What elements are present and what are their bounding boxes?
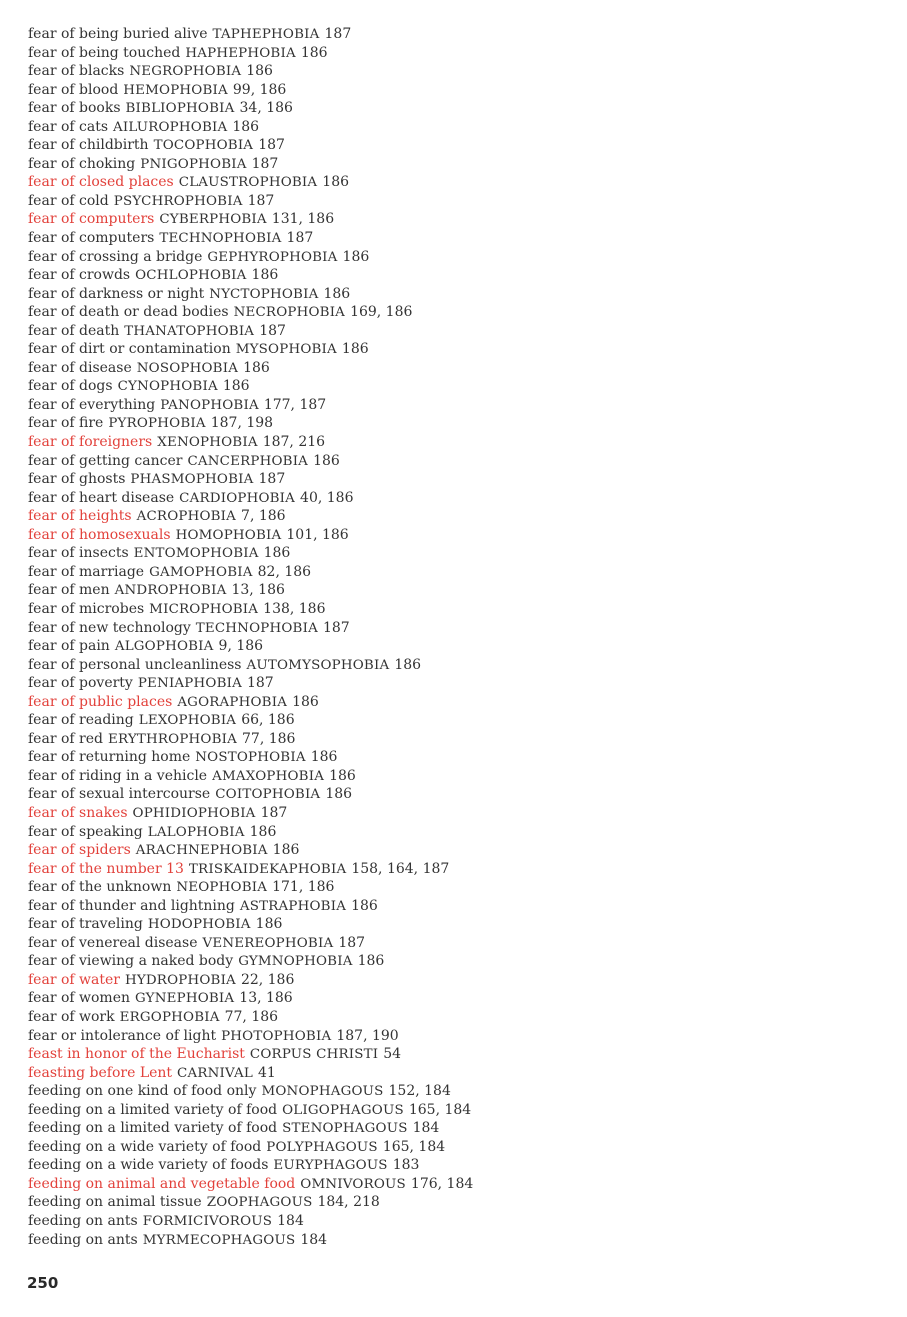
entry-word: ANDROPHOBIA <box>114 583 227 599</box>
entry-word: NEOPHOBIA <box>176 880 268 896</box>
entry-pages: 186 <box>394 656 422 673</box>
entry-pages: 187, 216 <box>262 434 326 451</box>
entry-word: LEXOPHOBIA <box>138 713 237 729</box>
entry-word: PHASMOPHOBIA <box>130 472 254 488</box>
index-entry <box>28 971 473 990</box>
entry-word: MICROPHOBIA <box>149 601 259 617</box>
entry-word: HAPHEPHOBIA <box>185 45 296 61</box>
entry-phrase: fear or intolerance of light <box>28 1027 217 1044</box>
index-entry <box>28 860 473 879</box>
entry-phrase: fear of poverty <box>28 675 133 692</box>
entry-word: CYBERPHOBIA <box>159 212 267 228</box>
entry-pages: 169, 186 <box>350 304 413 321</box>
entry-phrase: fear of reading <box>28 712 134 729</box>
entry-word: PSYCHROPHOBIA <box>113 193 243 209</box>
entry-pages: 187 <box>260 804 288 821</box>
index-entry <box>28 1027 473 1046</box>
entry-phrase: fear of cold <box>28 192 109 209</box>
index-entry <box>28 989 473 1008</box>
entry-phrase: fear of the number 13 <box>28 860 184 877</box>
index-entry <box>28 1175 473 1194</box>
entry-phrase: feeding on animal and vegetable food <box>28 1175 296 1192</box>
index-entry <box>28 934 473 953</box>
entry-phrase: fear of dogs <box>28 378 113 395</box>
index-entry <box>28 1101 473 1120</box>
index-entry <box>28 173 473 192</box>
entry-phrase: fear of computers <box>28 230 155 247</box>
index-entry <box>28 1008 473 1027</box>
index-entry <box>28 266 473 285</box>
entry-pages: 186 <box>329 767 356 784</box>
index-entry <box>28 1064 473 1083</box>
entry-word: NOSOPHOBIA <box>136 360 239 376</box>
entry-word: XENOPHOBIA <box>157 435 258 451</box>
entry-pages: 186 <box>341 341 369 358</box>
entry-word: AMAXOPHOBIA <box>212 768 325 784</box>
entry-phrase: fear of microbes <box>28 600 145 617</box>
index-entry <box>28 581 473 600</box>
entry-pages: 176, 184 <box>410 1175 474 1192</box>
entry-pages: 186 <box>310 749 338 766</box>
entry-word: GEPHYROPHOBIA <box>207 249 338 265</box>
entry-word: AILUROPHOBIA <box>113 119 228 135</box>
index-entry <box>28 359 473 378</box>
index-entry <box>28 656 473 675</box>
entry-phrase: fear of riding in a vehicle <box>28 767 208 784</box>
index-entry <box>28 1193 473 1212</box>
entry-phrase: fear of work <box>28 1008 115 1025</box>
entry-phrase: fear of death <box>28 322 120 339</box>
entry-phrase: fear of ghosts <box>28 471 126 488</box>
entry-pages: 186 <box>249 823 277 840</box>
entry-phrase: feeding on a wide variety of foods <box>28 1157 269 1174</box>
entry-word: TECHNOPHOBIA <box>159 231 282 247</box>
entry-phrase: fear of thunder and lightning <box>28 897 235 914</box>
entry-word: EURYPHAGOUS <box>273 1158 388 1174</box>
entry-word: HYDROPHOBIA <box>124 972 236 988</box>
entry-phrase: fear of blood <box>28 81 119 98</box>
entry-phrase: feast in honor of the Eucharist <box>28 1046 245 1063</box>
index-entry <box>28 396 473 415</box>
entry-pages: 186 <box>251 267 279 284</box>
entry-phrase: fear of traveling <box>28 916 143 933</box>
entry-word: NEGROPHOBIA <box>129 64 242 80</box>
entry-word: CARNIVAL <box>177 1065 253 1081</box>
index-entry <box>28 878 473 897</box>
entry-pages: 13, 186 <box>231 582 285 599</box>
index-entry <box>28 693 473 712</box>
entry-phrase: feeding on animal tissue <box>28 1194 202 1211</box>
entry-word: CORPUS CHRISTI <box>249 1047 379 1063</box>
entry-word: ALGOPHOBIA <box>114 639 214 655</box>
entry-pages: 158, 164, 187 <box>351 860 450 877</box>
entry-phrase: feasting before Lent <box>28 1064 173 1081</box>
entry-word: OCHLOPHOBIA <box>135 268 247 284</box>
entry-word: CARDIOPHOBIA <box>179 490 296 506</box>
index-entry <box>28 377 473 396</box>
index-entry <box>28 322 473 341</box>
entry-phrase: fear of getting cancer <box>28 452 183 469</box>
index-entry <box>28 192 473 211</box>
index-entry <box>28 730 473 749</box>
index-entry <box>28 637 473 656</box>
entry-word: GYMNOPHOBIA <box>238 954 353 970</box>
entry-word: LALOPHOBIA <box>147 824 245 840</box>
entry-phrase: fear of cats <box>28 118 109 135</box>
entry-phrase: fear of women <box>28 990 131 1007</box>
entry-phrase: fear of new technology <box>28 619 191 636</box>
entry-phrase: fear of darkness or night <box>28 285 205 302</box>
entry-pages: 187 <box>286 230 314 247</box>
entry-word: GAMOPHOBIA <box>149 564 253 580</box>
entry-pages: 186 <box>342 248 370 265</box>
index-entry <box>28 674 473 693</box>
entry-phrase: fear of heart disease <box>28 489 175 506</box>
entry-phrase: fear of being buried alive <box>28 26 208 42</box>
index-entry <box>28 248 473 267</box>
index-entry <box>28 1045 473 1064</box>
entry-pages: 13, 186 <box>239 990 293 1007</box>
entry-phrase: fear of pain <box>28 638 110 655</box>
entry-word: PNIGOPHOBIA <box>140 156 247 172</box>
entry-phrase: fear of the unknown <box>28 879 172 896</box>
entry-phrase: fear of choking <box>28 155 136 172</box>
entry-phrase: fear of foreigners <box>28 434 153 451</box>
entry-pages: 9, 186 <box>218 638 264 655</box>
entry-pages: 177, 187 <box>263 396 327 413</box>
entry-phrase: fear of sexual intercourse <box>28 786 211 803</box>
entry-pages: 187 <box>247 192 275 209</box>
index-entry <box>28 303 473 322</box>
index-entry <box>28 210 473 229</box>
entry-pages: 184, 218 <box>317 1194 380 1211</box>
index-entry <box>28 544 473 563</box>
index-entry <box>28 1138 473 1157</box>
index-entry <box>28 452 473 471</box>
entry-phrase: fear of men <box>28 582 110 599</box>
index-entry <box>28 767 473 786</box>
entry-pages: 138, 186 <box>263 600 326 617</box>
index-entry <box>28 841 473 860</box>
entry-word: PENIAPHOBIA <box>137 676 242 692</box>
entry-phrase: fear of speaking <box>28 823 143 840</box>
entry-phrase: fear of disease <box>28 359 132 376</box>
entry-pages: 187 <box>324 26 352 42</box>
index-entry <box>28 81 473 100</box>
entry-phrase: fear of childbirth <box>28 137 149 154</box>
entry-word: ASTRAPHOBIA <box>239 898 347 914</box>
entry-word: ENTOMOPHOBIA <box>133 546 259 562</box>
index-entry <box>28 600 473 619</box>
entry-phrase: fear of death or dead bodies <box>28 304 229 321</box>
index-entry <box>28 804 473 823</box>
entry-pages: 186 <box>263 545 291 562</box>
index-entry <box>28 1156 473 1175</box>
entry-pages: 186 <box>246 63 273 80</box>
entry-word: THANATOPHOBIA <box>124 323 255 339</box>
entry-word: CYNOPHOBIA <box>117 379 218 395</box>
entry-pages: 41 <box>257 1064 276 1081</box>
index-entry <box>28 897 473 916</box>
entry-phrase: fear of blacks <box>28 63 125 80</box>
entry-pages: 101, 186 <box>286 526 349 543</box>
index-entry <box>28 414 473 433</box>
entry-pages: 187 <box>246 675 274 692</box>
entry-pages: 131, 186 <box>271 211 335 228</box>
entry-pages: 186 <box>323 285 351 302</box>
entry-pages: 183 <box>392 1157 420 1174</box>
entry-pages: 186 <box>300 44 328 61</box>
entry-phrase: fear of viewing a naked body <box>28 953 234 970</box>
index-entry <box>28 711 473 730</box>
entry-word: PHOTOPHOBIA <box>221 1028 332 1044</box>
entry-phrase: feeding on ants <box>28 1213 138 1229</box>
index-entry <box>28 619 473 638</box>
entry-pages: 7, 186 <box>241 508 286 525</box>
entry-phrase: feeding on a limited variety of food <box>28 1101 278 1118</box>
entry-word: OPHIDIOPHOBIA <box>132 805 256 821</box>
entry-word: STENOPHAGOUS <box>282 1121 408 1137</box>
entry-pages: 186 <box>222 378 250 395</box>
entry-pages: 77, 186 <box>224 1008 279 1025</box>
index-entry <box>28 748 473 767</box>
index-entry <box>28 25 473 44</box>
entry-pages: 186 <box>292 693 319 710</box>
entry-pages: 186 <box>325 786 353 803</box>
entry-pages: 184 <box>412 1120 440 1137</box>
entry-word: AGORAPHOBIA <box>177 694 288 710</box>
entry-word: PYROPHOBIA <box>108 416 206 432</box>
index-entry <box>28 340 473 359</box>
page-number: 250 <box>27 1274 59 1292</box>
entry-word: ERYTHROPHOBIA <box>107 731 237 747</box>
entry-word: GYNEPHOBIA <box>135 991 235 1007</box>
entry-pages: 77, 186 <box>242 730 296 747</box>
entry-phrase: fear of insects <box>28 545 129 562</box>
index-entry <box>28 285 473 304</box>
entry-phrase: fear of homosexuals <box>28 526 171 543</box>
index-entry <box>28 526 473 545</box>
index-entry-list <box>28 25 473 1249</box>
entry-pages: 187, 190 <box>336 1027 399 1044</box>
entry-pages: 66, 186 <box>241 712 295 729</box>
entry-pages: 187, 198 <box>210 415 274 432</box>
entry-word: MYRMECOPHAGOUS <box>142 1232 296 1248</box>
entry-word: ACROPHOBIA <box>136 509 237 525</box>
entry-pages: 186 <box>243 359 270 376</box>
index-entry <box>28 1212 473 1231</box>
entry-pages: 99, 186 <box>232 81 287 98</box>
entry-pages: 186 <box>322 174 350 191</box>
entry-phrase: fear of dirt or contamination <box>28 341 231 358</box>
entry-pages: 171, 186 <box>272 879 335 896</box>
entry-word: POLYPHAGOUS <box>266 1139 378 1155</box>
index-entry <box>28 1231 473 1250</box>
entry-pages: 186 <box>255 916 283 933</box>
index-entry <box>28 489 473 508</box>
index-entry <box>28 952 473 971</box>
entry-pages: 82, 186 <box>257 563 312 580</box>
index-entry <box>28 155 473 174</box>
entry-pages: 187 <box>258 471 286 488</box>
entry-phrase: fear of public places <box>28 693 173 710</box>
index-entry <box>28 229 473 248</box>
entry-phrase: fear of venereal disease <box>28 934 198 951</box>
entry-word: MYSOPHOBIA <box>235 342 337 358</box>
entry-phrase: feeding on a limited variety of food <box>28 1120 278 1137</box>
entry-pages: 186 <box>232 118 260 135</box>
entry-pages: 187 <box>322 619 350 636</box>
entry-word: TRISKAIDEKAPHOBIA <box>188 861 347 877</box>
entry-phrase: fear of crossing a bridge <box>28 248 203 265</box>
entry-word: TOCOPHOBIA <box>153 138 254 154</box>
entry-phrase: fear of computers <box>28 211 155 228</box>
entry-phrase: fear of red <box>28 730 103 747</box>
index-entry <box>28 823 473 842</box>
entry-word: TECHNOPHOBIA <box>195 620 318 636</box>
index-entry <box>28 118 473 137</box>
entry-phrase: fear of closed places <box>28 174 174 191</box>
entry-pages: 186 <box>351 897 378 914</box>
entry-phrase: fear of heights <box>28 508 132 525</box>
entry-word: OLIGOPHAGOUS <box>282 1102 404 1118</box>
entry-pages: 187 <box>251 155 279 172</box>
entry-pages: 187 <box>259 322 286 339</box>
entry-word: NECROPHOBIA <box>233 305 346 321</box>
index-entry <box>28 563 473 582</box>
index-entry <box>28 470 473 489</box>
entry-pages: 186 <box>272 842 300 859</box>
entry-pages: 165, 184 <box>408 1101 472 1118</box>
index-entry <box>28 44 473 63</box>
entry-word: ZOOPHAGOUS <box>206 1195 313 1211</box>
entry-word: ERGOPHOBIA <box>119 1009 220 1025</box>
entry-phrase: feeding on one kind of food only <box>28 1083 257 1100</box>
entry-pages: 184 <box>277 1213 304 1229</box>
entry-word: ARACHNEPHOBIA <box>135 843 268 859</box>
entry-phrase: fear of snakes <box>28 804 128 821</box>
entry-word: MONOPHAGOUS <box>261 1084 384 1100</box>
entry-phrase: fear of marriage <box>28 563 145 580</box>
entry-word: HOMOPHOBIA <box>175 527 282 543</box>
entry-word: HODOPHOBIA <box>147 917 251 933</box>
entry-pages: 187 <box>338 934 366 951</box>
entry-pages: 184 <box>300 1231 328 1248</box>
index-entry <box>28 785 473 804</box>
entry-word: HEMOPHOBIA <box>123 82 228 98</box>
entry-pages: 165, 184 <box>382 1138 446 1155</box>
entry-word: CLAUSTROPHOBIA <box>178 175 318 191</box>
index-entry <box>28 1082 473 1101</box>
entry-phrase: fear of being touched <box>28 44 181 61</box>
index-entry <box>28 915 473 934</box>
entry-phrase: fear of everything <box>28 396 156 413</box>
entry-phrase: fear of books <box>28 100 121 117</box>
entry-word: FORMICIVOROUS <box>142 1214 273 1229</box>
entry-phrase: fear of fire <box>28 415 104 432</box>
entry-pages: 54 <box>383 1046 402 1063</box>
entry-pages: 187 <box>258 137 285 154</box>
index-entry <box>28 136 473 155</box>
entry-phrase: fear of water <box>28 971 120 988</box>
entry-word: OMNIVOROUS <box>300 1176 406 1192</box>
index-entry <box>28 62 473 81</box>
entry-phrase: feeding on ants <box>28 1231 138 1248</box>
entry-word: AUTOMYSOPHOBIA <box>246 657 390 673</box>
entry-pages: 152, 184 <box>388 1083 451 1100</box>
entry-word: PANOPHOBIA <box>160 397 259 413</box>
entry-phrase: fear of crowds <box>28 267 131 284</box>
entry-word: VENEREOPHOBIA <box>202 935 334 951</box>
index-entry <box>28 433 473 452</box>
index-entry <box>28 507 473 526</box>
entry-word: NYCTOPHOBIA <box>209 286 319 302</box>
index-entry <box>28 99 473 118</box>
index-entry <box>28 1119 473 1138</box>
entry-word: COITOPHOBIA <box>215 787 321 803</box>
entry-word: NOSTOPHOBIA <box>195 750 306 766</box>
entry-word: CANCERPHOBIA <box>187 453 309 469</box>
entry-word: TAPHEPHOBIA <box>212 27 320 42</box>
entry-word: BIBLIOPHOBIA <box>125 101 235 117</box>
entry-phrase: fear of spiders <box>28 842 131 859</box>
entry-pages: 40, 186 <box>300 489 354 506</box>
entry-pages: 186 <box>357 953 385 970</box>
entry-phrase: fear of personal uncleanliness <box>28 656 242 673</box>
entry-pages: 186 <box>313 452 340 469</box>
entry-pages: 22, 186 <box>240 971 295 988</box>
entry-phrase: feeding on a wide variety of food <box>28 1138 262 1155</box>
entry-phrase: fear of returning home <box>28 749 191 766</box>
entry-pages: 34, 186 <box>239 100 293 117</box>
